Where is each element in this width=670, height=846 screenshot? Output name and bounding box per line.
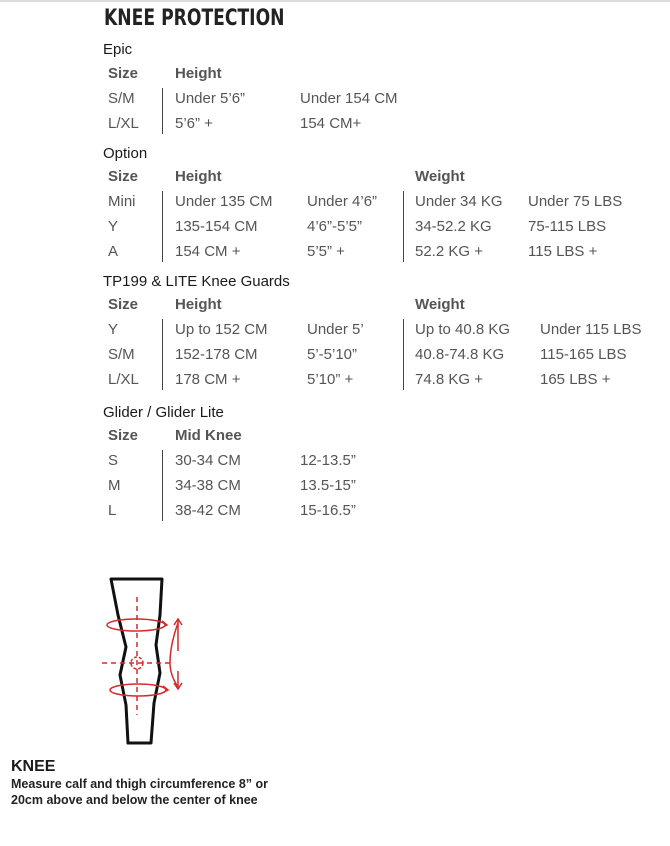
glider-header-mid-knee: Mid Knee	[175, 427, 242, 444]
option-row-size: Y	[108, 218, 119, 235]
glider-row-cm: 38-42 CM	[175, 502, 241, 519]
tp199-row-weight-lbs: 115-165 LBS	[540, 346, 627, 363]
option-divider-size	[162, 191, 163, 262]
glider-row-size: L	[108, 502, 117, 519]
glider-row-size: M	[108, 477, 121, 494]
glider-row-in: 12-13.5”	[300, 452, 356, 469]
option-row-height-in: 4’6”-5’5”	[307, 218, 363, 235]
epic-row-size: L/XL	[108, 115, 139, 132]
tp199-row-height-in: 5’10” +	[307, 371, 354, 388]
option-divider-weight	[403, 191, 404, 262]
option-header-weight: Weight	[415, 168, 465, 185]
option-row-height-cm: Under 135 CM	[175, 193, 273, 210]
option-row-size: Mini	[108, 193, 136, 210]
tp199-row-weight-kg: Up to 40.8 KG	[415, 321, 511, 338]
glider-row-in: 13.5-15”	[300, 477, 356, 494]
glider-row-in: 15-16.5”	[300, 502, 356, 519]
tp199-row-height-cm: Up to 152 CM	[175, 321, 268, 338]
tp199-row-height-cm: 152-178 CM	[175, 346, 258, 363]
option-row-height-cm: 135-154 CM	[175, 218, 258, 235]
tp199-title: TP199 & LITE Knee Guards	[103, 273, 290, 290]
tp199-row-weight-kg: 40.8-74.8 KG	[415, 346, 505, 363]
knee-measure-diagram	[96, 575, 196, 750]
page-title: KNEE PROTECTION	[104, 6, 285, 31]
epic-row-height-cm: 154 CM+	[300, 115, 362, 132]
tp199-row-height-in: 5’-5’10”	[307, 346, 358, 363]
tp199-row-height-cm: 178 CM +	[175, 371, 241, 388]
option-row-weight-lbs: Under 75 LBS	[528, 193, 623, 210]
glider-row-size: S	[108, 452, 119, 469]
glider-row-cm: 30-34 CM	[175, 452, 241, 469]
top-rule	[0, 0, 670, 2]
epic-divider	[162, 88, 163, 134]
option-row-weight-kg: Under 34 KG	[415, 193, 503, 210]
measure-bracket	[170, 623, 178, 687]
tp199-row-size: S/M	[108, 346, 135, 363]
epic-row-height-cm: Under 154 CM	[300, 90, 398, 107]
tp199-row-size: Y	[108, 321, 119, 338]
tp199-divider-size	[162, 319, 163, 390]
epic-header-size: Size	[108, 65, 139, 82]
option-row-weight-lbs: 115 LBS +	[528, 243, 598, 260]
glider-row-cm: 34-38 CM	[175, 477, 241, 494]
tp199-header-size: Size	[108, 296, 139, 313]
epic-row-height-in: Under 5’6”	[175, 90, 246, 107]
tp199-header-weight: Weight	[415, 296, 465, 313]
tp199-row-weight-lbs: 165 LBS +	[540, 371, 611, 388]
glider-divider	[162, 450, 163, 521]
option-row-height-in: Under 4’6”	[307, 193, 378, 210]
option-row-weight-lbs: 75-115 LBS	[528, 218, 607, 235]
option-row-height-cm: 154 CM +	[175, 243, 241, 260]
epic-row-size: S/M	[108, 90, 135, 107]
tp199-header-height: Height	[175, 296, 222, 313]
option-row-weight-kg: 34-52.2 KG	[415, 218, 492, 235]
tp199-row-size: L/XL	[108, 371, 139, 388]
epic-row-height-in: 5’6” +	[175, 115, 213, 132]
option-row-weight-kg: 52.2 KG +	[415, 243, 483, 260]
tp199-row-weight-kg: 74.8 KG +	[415, 371, 483, 388]
epic-title: Epic	[103, 41, 133, 58]
thigh-circumference	[107, 619, 165, 631]
option-row-size: A	[108, 243, 119, 260]
knee-description: Measure calf and thigh circumference 8” or 20cm above and below the center of knee	[11, 777, 269, 807]
epic-header-height: Height	[175, 65, 222, 82]
glider-header-size: Size	[108, 427, 139, 444]
glider-title: Glider / Glider Lite	[103, 404, 224, 421]
option-row-height-in: 5’5” +	[307, 243, 345, 260]
tp199-row-height-in: Under 5’	[307, 321, 364, 338]
option-header-height: Height	[175, 168, 222, 185]
tp199-row-weight-lbs: Under 115 LBS	[540, 321, 642, 338]
option-title: Option	[103, 145, 148, 162]
option-header-size: Size	[108, 168, 139, 185]
knee-title: KNEE	[11, 758, 56, 775]
tp199-divider-weight	[403, 319, 404, 390]
